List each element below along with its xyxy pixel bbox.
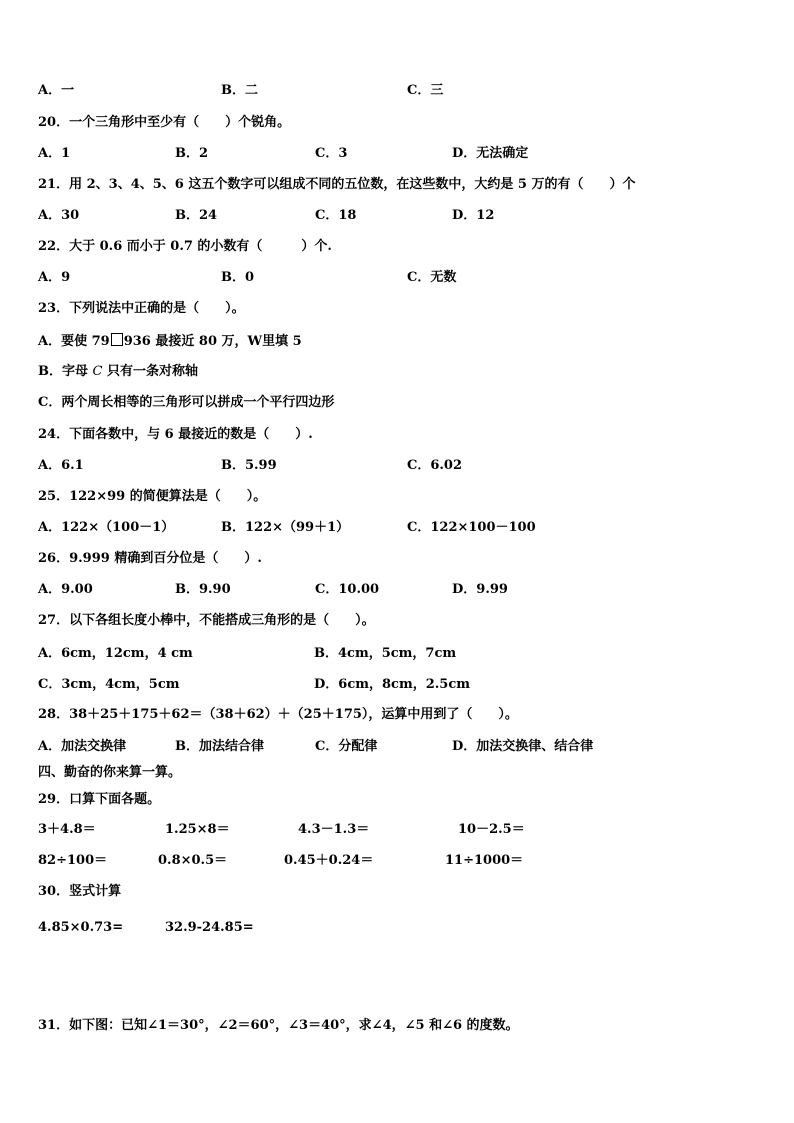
q21-option-c: C．18: [315, 208, 357, 223]
q30-stem: 30．竖式计算: [38, 884, 122, 899]
q22-option-a: A．9: [38, 270, 71, 285]
q26-stem: 26．9.999 精确到百分位是（ ）.: [38, 551, 262, 566]
q29-item: 3＋4.8＝: [38, 822, 96, 837]
q29-item: 1.25×8＝: [165, 822, 230, 837]
q21-stem: 21．用 2、3、4、5、6 这五个数字可以组成不同的五位数，在这些数中，大约是 5 万的有（ ）个: [38, 177, 636, 192]
q26-option-d: D．9.99: [452, 582, 508, 597]
q23-option-a: [38, 333, 302, 350]
q24-option-a: A．6.1: [38, 458, 84, 473]
q29-item: 0.8×0.5＝: [158, 853, 228, 868]
q22-option-b: B．0: [221, 270, 255, 285]
q20-option-b: B．2: [175, 146, 209, 161]
q28-option-b: B．加法结合律: [175, 739, 264, 754]
q29-item: 10－2.5＝: [458, 822, 525, 837]
q29-item: 11÷1000＝: [445, 853, 524, 868]
q27-option-d: D．6cm，8cm，2.5cm: [314, 677, 470, 692]
q25-option-c: C．122×100－100: [407, 520, 536, 535]
q25-option-a: A．122×（100－1）: [38, 520, 175, 535]
q27-option-b: B．4cm，5cm，7cm: [314, 646, 457, 661]
q30-item: 32.9-24.85=: [165, 920, 254, 935]
q27-option-a: A．6cm，12cm，4 cm: [38, 646, 193, 661]
q24-option-c: C．6.02: [407, 458, 463, 473]
q19-option-b: B．二: [221, 83, 258, 98]
q24-option-b: B．5.99: [221, 458, 277, 473]
q26-option-b: B．9.90: [175, 582, 231, 597]
q28-option-c: C．分配律: [315, 739, 378, 754]
q23-option-c: C．两个周长相等的三角形可以拼成一个平行四边形: [38, 395, 335, 410]
q20-stem: 20．一个三角形中至少有（ ）个锐角。: [38, 115, 291, 130]
q20-option-d: D．无法确定: [452, 146, 529, 161]
q28-stem: 28．38＋25＋175＋62＝（38＋62）＋（25＋175），运算中用到了（ ）。: [38, 707, 518, 722]
q23-option-b-pre: B．字母: [38, 364, 88, 379]
q27-option-c: C．3cm，4cm，5cm: [38, 677, 180, 692]
q23-option-a-post: 936 最接近 80 万，W里填 5: [123, 334, 302, 349]
q23-stem: 23．下列说法中正确的是（ ）。: [38, 301, 245, 316]
q19-option-a: A．一: [38, 83, 75, 98]
q23-option-b: [38, 364, 198, 380]
q20-option-a: A．1: [38, 146, 71, 161]
q26-option-c: C．10.00: [315, 582, 380, 597]
q24-stem: 24．下面各数中，与 6 最接近的数是（ ）.: [38, 427, 313, 442]
q29-item: 4.3－1.3＝: [298, 822, 370, 837]
section-title: 四、勤奋的你来算一算。: [38, 765, 182, 780]
q31-stem: 31．如下图：已知∠1＝30°，∠2＝60°，∠3＝40°，求∠4，∠5 和∠6 的度数。: [38, 1018, 519, 1033]
q23-option-b-post: 只有一条对称轴: [107, 364, 199, 379]
q29-item: 82÷100＝: [38, 853, 108, 868]
q21-option-d: D．12: [452, 208, 495, 223]
q22-stem: 22．大于 0.6 而小于 0.7 的小数有（ ）个.: [38, 239, 332, 254]
q19-option-c: C．三: [407, 83, 444, 98]
q21-option-b: B．24: [175, 208, 218, 223]
q23-option-b-letter: C: [92, 364, 103, 379]
q29-stem: 29．口算下面各题。: [38, 792, 161, 807]
q25-stem: 25．122×99 的简便算法是（ ）。: [38, 489, 267, 504]
q27-stem: 27．以下各组长度小棒中，不能搭成三角形的是（ ）。: [38, 613, 375, 628]
q21-option-a: A．30: [38, 208, 80, 223]
q26-option-a: A．9.00: [38, 582, 93, 597]
q22-option-c: C．无数: [407, 270, 457, 285]
q28-option-d: D．加法交换律、结合律: [452, 739, 594, 754]
q29-item: 0.45＋0.24＝: [284, 853, 374, 868]
q28-option-a: A．加法交换律: [38, 739, 127, 754]
q23-option-a-pre: A．要使 79: [38, 334, 110, 349]
q25-option-b: B．122×（99＋1）: [221, 520, 350, 535]
q20-option-c: C．3: [315, 146, 348, 161]
q30-item: 4.85×0.73=: [38, 920, 124, 935]
blank-box-icon: [111, 333, 123, 346]
